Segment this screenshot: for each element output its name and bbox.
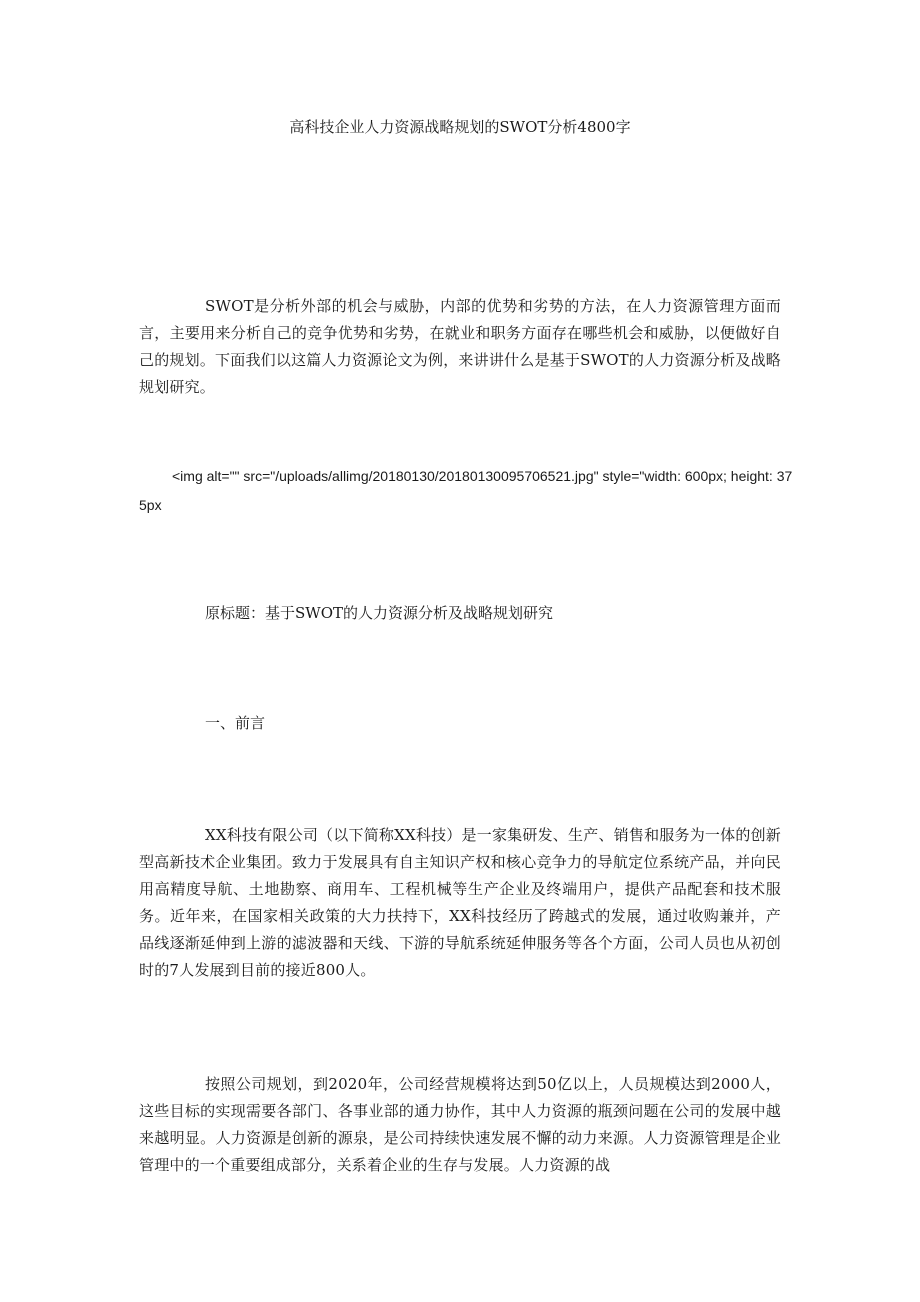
section-heading-preface: 一、前言 [205,714,266,732]
image-code-text: <img alt="" src="/uploads/allimg/20180130/20180130095706521.jpg" style="width: 600px; height: 375px [139,468,793,513]
company-paragraph: XX科技有限公司（以下简称XX科技）是一家集研发、生产、销售和服务为一体的创新型高新技术企业集团。致力于发展具有自主知识产权和核心竞争力的导航定位系统产品，并向民用高精度导航、土地勘察、商用车、工程机械等生产企业及终端用户，提供产品配套和技术服务。近年来，在国家相关政策的大力扶持下，XX科技经历了跨越式的发展，通过收购兼并，产品线逐渐延伸到上游的滤波器和天线、下游的导航系统延伸服务等各个方面，公司人员也从初创时的7人发展到目前的接近800人。 [139,826,781,979]
intro-paragraph: SWOT是分析外部的机会与威胁，内部的优势和劣势的方法，在人力资源管理方面而言，主要用来分析自己的竞争优势和劣势，在就业和职务方面存在哪些机会和威胁，以便做好自己的规划。下面我们以这篇人力资源论文为例，来讲讲什么是基于SWOT的人力资源分析及战略规划研究。 [139,297,781,396]
document-title: 高科技企业人力资源战略规划的SWOT分析4800字 [289,118,631,136]
original-title-line: 原标题：基于SWOT的人力资源分析及战略规划研究 [205,604,553,622]
plan-paragraph: 按照公司规划，到2020年，公司经营规模将达到50亿以上，人员规模达到2000人，这些目标的实现需要各部门、各事业部的通力协作，其中人力资源的瓶颈问题在公司的发展中越来越明显。人力资源是创新的源泉，是公司持续快速发展不懈的动力来源。人力资源管理是企业管理中的一个重要组成部分，关系着企业的生存与发展。人力资源的战 [139,1075,781,1174]
